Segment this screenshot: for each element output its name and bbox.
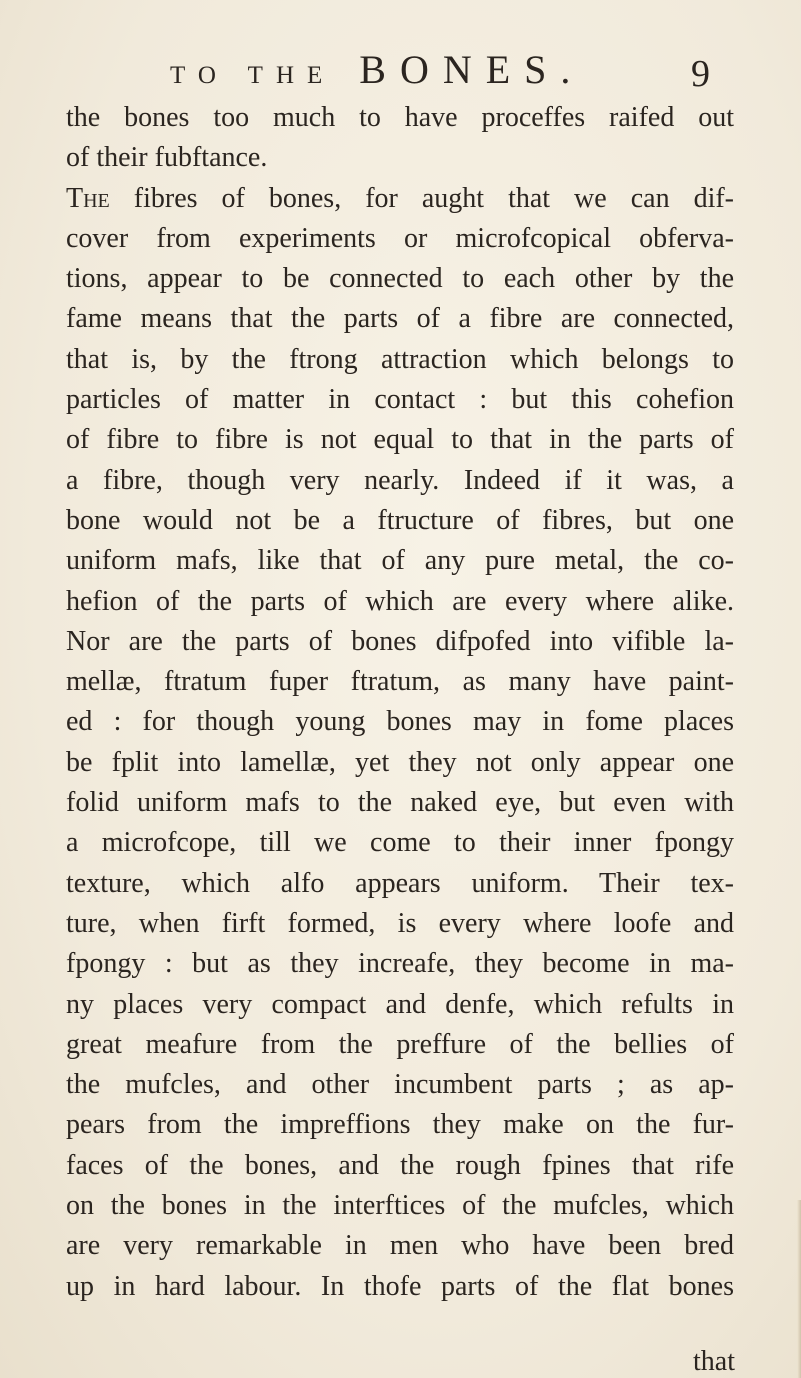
text-line: of their fubftance.	[66, 142, 268, 174]
text-line: uniform mafs, like that of any pure metal, the co-	[66, 545, 734, 577]
page-edge-shadow	[797, 1200, 801, 1378]
text-line: Nor are the parts of bones difpofed into vifible la-	[66, 625, 734, 657]
text-line: bone would not be a ftructure of fibres, but one	[66, 504, 734, 536]
text-line: tions, appear to be connected to each other by the	[66, 263, 734, 295]
text-line: fpongy : but as they increafe, they become in ma-	[66, 948, 734, 980]
text-line: a microfcope, till we come to their inner fpongy	[66, 827, 734, 859]
text-line: the bones too much to have proceffes raifed out	[66, 102, 734, 133]
paragraph-lead: The	[66, 182, 110, 214]
text-line-paragraph-start	[66, 179, 734, 219]
page-number: 9	[691, 53, 710, 95]
text-line: faces of the bones, and the rough fpines that rife	[66, 1149, 734, 1181]
text-line: folid uniform mafs to the naked eye, but even with	[66, 787, 734, 819]
running-title-prefix: TO THE	[170, 62, 336, 89]
text-line: be fplit into lamellæ, yet they not only appear one	[66, 746, 734, 778]
text-line: on the bones in the interftices of the mufcles, which	[66, 1190, 734, 1222]
text-line: are very remarkable in men who have been bred	[66, 1230, 734, 1262]
page-header	[170, 42, 710, 95]
text-line: pears from the impreffions they make on the fur-	[66, 1109, 734, 1141]
text-line: ed : for though young bones may in fome places	[66, 706, 734, 738]
text-line: cover from experiments or microfcopical obferva-	[66, 222, 734, 254]
text-line: great meafure from the preffure of the bellies of	[66, 1028, 734, 1060]
text-line: that is, by the ftrong attraction which belongs to	[66, 343, 734, 375]
text-line: ture, when firft formed, is every where loofe and	[66, 907, 734, 939]
running-title	[170, 46, 584, 93]
text-line-rest: fibres of bones, for aught that we can dif-	[133, 182, 734, 214]
text-line: the mufcles, and other incumbent parts ; as ap-	[66, 1069, 734, 1101]
text-line: a fibre, though very nearly. Indeed if it was, a	[66, 464, 734, 496]
text-line: up in hard labour. In thofe parts of the flat bones	[66, 1270, 734, 1302]
text-line: mellæ, ftratum fuper ftratum, as many have paint-	[66, 666, 734, 698]
text-line: particles of matter in contact : but this cohefion	[66, 384, 734, 416]
text-line: fame means that the parts of a fibre are connected,	[66, 303, 734, 335]
text-line: ny places very compact and denfe, which refults in	[66, 988, 734, 1020]
text-line: hefion of the parts of which are every where alike.	[66, 585, 734, 617]
text-line: texture, which alfo appears uniform. Their tex-	[66, 867, 734, 899]
catchword: that	[693, 1346, 735, 1377]
body-text	[66, 98, 734, 1307]
running-title-main: BONES.	[359, 47, 585, 92]
text-line: of fibre to fibre is not equal to that in the parts of	[66, 424, 734, 456]
